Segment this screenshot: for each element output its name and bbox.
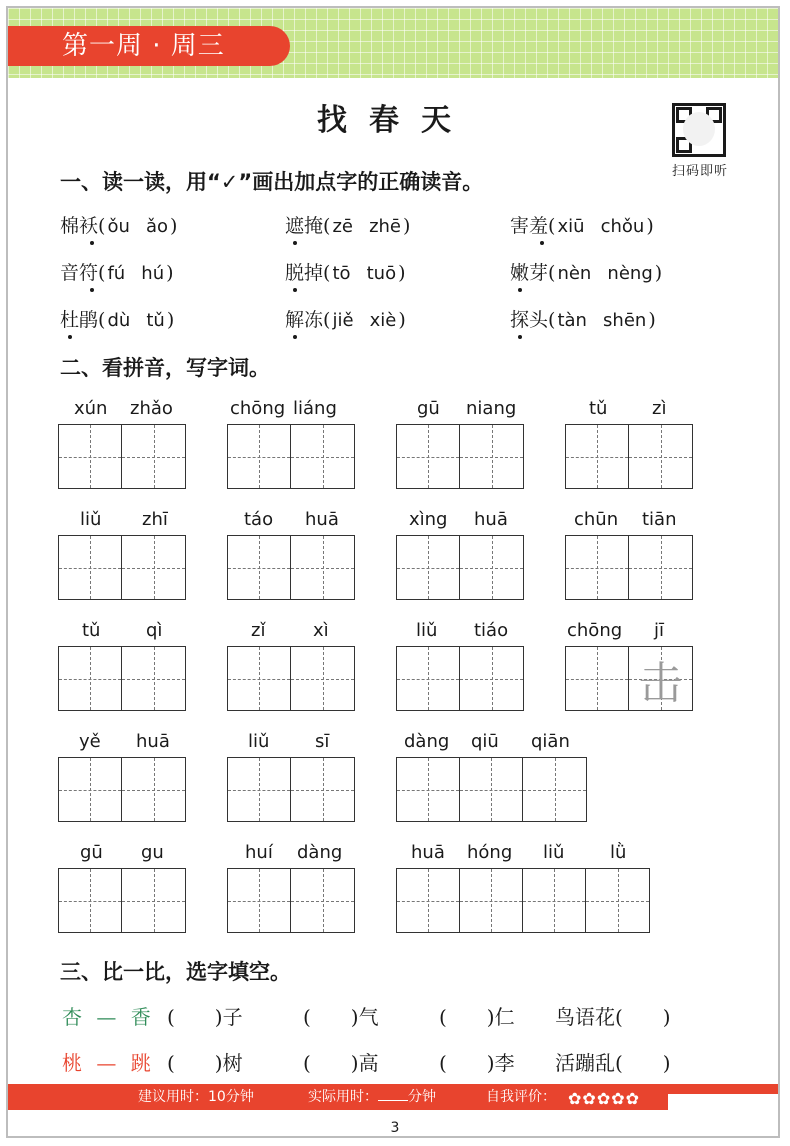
writing-grid[interactable] [58, 868, 186, 933]
writing-cell[interactable] [586, 869, 649, 932]
writing-cell[interactable] [59, 425, 122, 488]
writing-cell[interactable] [291, 536, 354, 599]
pinyin-label: huí [245, 842, 273, 863]
writing-cell[interactable] [397, 536, 460, 599]
pinyin-label: táo [244, 509, 274, 530]
writing-cell[interactable] [59, 647, 122, 710]
section3-heading: 三、比一比，选字填空。 [60, 960, 291, 984]
pinyin-label: dàng [404, 731, 450, 752]
writing-grid[interactable] [396, 535, 524, 600]
pinyin-label: gu [141, 842, 164, 863]
fill-blank[interactable]: ( )子 [167, 1005, 243, 1029]
pron-option[interactable]: tǔ [146, 310, 165, 331]
writing-grid[interactable] [565, 424, 693, 489]
compare-row [62, 1047, 671, 1076]
fill-blank[interactable]: ( )气 [303, 1005, 379, 1029]
pinyin-label: tǔ [82, 620, 101, 641]
pinyin-label: tiān [642, 509, 677, 530]
writing-cell[interactable] [228, 647, 291, 710]
pron-option[interactable]: nèng [607, 263, 653, 284]
pron-option[interactable]: xiū [557, 216, 585, 237]
pinyin-label: chūn [574, 509, 619, 530]
writing-grid[interactable] [227, 868, 355, 933]
writing-cell[interactable] [629, 647, 692, 710]
writing-cell[interactable] [228, 758, 291, 821]
writing-grid[interactable] [565, 535, 693, 600]
pinyin-label: huā [136, 731, 170, 752]
writing-cell[interactable] [122, 536, 185, 599]
writing-cell[interactable] [122, 647, 185, 710]
actual-time-input[interactable] [378, 1086, 408, 1101]
pinyin-label: tiáo [474, 620, 509, 641]
compare-pair: 杏 — 香 [62, 1005, 155, 1029]
pron-item-5: 脱掉 ( tō tuō ) [285, 258, 406, 285]
writing-cell[interactable] [566, 425, 629, 488]
pinyin-label: yě [79, 731, 101, 752]
pinyin-label: liǔ [543, 842, 565, 863]
pinyin-label: zì [652, 398, 667, 419]
pinyin-label: zhī [142, 509, 168, 530]
star-icon[interactable]: ✿ [596, 1089, 611, 1108]
writing-grid[interactable] [58, 757, 186, 822]
fill-blank[interactable]: ( )高 [303, 1051, 379, 1075]
pron-option[interactable]: shēn [603, 310, 647, 331]
pron-item-2: 遮掩 ( zē zhē ) [285, 211, 410, 238]
writing-grid[interactable] [227, 646, 355, 711]
self-eval-stars[interactable] [568, 1086, 640, 1113]
writing-grid[interactable] [227, 424, 355, 489]
pron-option[interactable]: chǒu [600, 216, 645, 237]
compare-row [62, 1001, 671, 1030]
qr-code-icon[interactable] [672, 103, 726, 157]
pinyin-label: qì [146, 620, 163, 641]
writing-cell[interactable] [291, 758, 354, 821]
pron-item-1: 棉袄 ( ǒu ǎo ) [60, 211, 177, 238]
fill-blank[interactable]: ( )李 [439, 1051, 515, 1075]
writing-cell[interactable] [629, 425, 692, 488]
writing-cell[interactable] [397, 869, 460, 932]
writing-cell[interactable] [228, 869, 291, 932]
compare-pair: 桃 — 跳 [62, 1051, 155, 1075]
pron-option[interactable]: ǎo [145, 216, 168, 237]
star-icon[interactable]: ✿ [568, 1089, 582, 1108]
fill-blank[interactable]: ( )树 [167, 1051, 243, 1075]
writing-cell[interactable] [460, 536, 523, 599]
pinyin-label: niang [466, 398, 517, 419]
section1-heading: 一、读一读，用“✓”画出加点字的正确读音。 [60, 170, 484, 194]
writing-cell[interactable] [122, 758, 185, 821]
pron-option[interactable]: tuō [366, 263, 397, 284]
pinyin-label: liǔ [80, 509, 102, 530]
section2-heading: 二、看拼音，写字词。 [60, 356, 270, 380]
pron-option[interactable]: ǒu [107, 216, 130, 237]
writing-grid[interactable] [58, 646, 186, 711]
pron-option[interactable]: zhē [369, 216, 401, 237]
writing-cell[interactable] [460, 869, 523, 932]
pinyin-label: liáng [293, 398, 337, 419]
pron-option[interactable]: jiě [332, 310, 354, 331]
pron-item-6: 嫩芽 ( nèn nèng ) [510, 258, 662, 285]
pinyin-label: qiū [471, 731, 499, 752]
pinyin-label: huā [474, 509, 508, 530]
pron-option[interactable]: nèn [557, 263, 592, 284]
footer-blank [668, 1094, 778, 1110]
week-label: 第一周 · 周三 [8, 26, 290, 66]
pron-option[interactable]: dù [107, 310, 131, 331]
pinyin-label: huā [305, 509, 339, 530]
pron-option[interactable]: tō [332, 263, 351, 284]
writing-cell[interactable] [566, 536, 629, 599]
pinyin-label: tǔ [589, 398, 608, 419]
writing-cell[interactable] [291, 869, 354, 932]
writing-cell[interactable] [523, 758, 586, 821]
writing-cell[interactable] [397, 647, 460, 710]
pron-item-4: 音符 ( fú hú ) [60, 258, 174, 285]
writing-cell[interactable] [460, 758, 523, 821]
writing-cell[interactable] [291, 425, 354, 488]
pinyin-label: chōng [230, 398, 286, 419]
pron-option[interactable]: zē [332, 216, 353, 237]
pron-option[interactable]: xiè [369, 310, 397, 331]
pron-option[interactable]: fú [107, 263, 126, 284]
writing-cell[interactable] [460, 647, 523, 710]
pinyin-label: huā [411, 842, 445, 863]
star-icon[interactable]: ✿ [582, 1089, 596, 1108]
actual-time: 实际用时： 分钟 [308, 1084, 436, 1110]
pron-option[interactable]: tàn [557, 310, 587, 331]
writing-grid[interactable] [565, 646, 693, 711]
writing-grid[interactable] [396, 868, 650, 933]
pinyin-label: chōng [567, 620, 623, 641]
writing-grid[interactable] [227, 535, 355, 600]
pinyin-label: qiān [531, 731, 570, 752]
writing-cell[interactable] [629, 536, 692, 599]
page-number: 3 [390, 1120, 400, 1136]
pinyin-label: liǔ [248, 731, 270, 752]
pinyin-label: gū [80, 842, 103, 863]
pinyin-label: xún [74, 398, 108, 419]
self-eval-label: 自我评价： [486, 1089, 556, 1105]
footer-bar [8, 1084, 778, 1110]
writing-cell[interactable] [397, 758, 460, 821]
writing-cell[interactable] [566, 647, 629, 710]
fill-phrase[interactable]: 活蹦乱( ) [555, 1051, 671, 1075]
pinyin-label: dàng [297, 842, 343, 863]
pinyin-label: xì [313, 620, 329, 641]
writing-cell[interactable] [59, 758, 122, 821]
pron-item-3: 害羞 ( xiū chǒu ) [510, 211, 654, 238]
writing-cell[interactable] [228, 536, 291, 599]
writing-cell[interactable] [523, 869, 586, 932]
writing-grid[interactable] [396, 646, 524, 711]
writing-cell[interactable] [122, 869, 185, 932]
writing-cell[interactable] [228, 425, 291, 488]
lesson-title: 找春天 [317, 103, 473, 138]
hint-character: 击 [638, 657, 683, 709]
writing-cell[interactable] [291, 647, 354, 710]
pinyin-label: sī [315, 731, 330, 752]
pron-item-9: 探头 ( tàn shēn ) [510, 305, 656, 332]
qr-caption: 扫码即听 [671, 164, 728, 179]
writing-cell[interactable] [460, 425, 523, 488]
fill-phrase[interactable]: 鸟语花( ) [555, 1005, 671, 1029]
pinyin-label: liǔ [416, 620, 438, 641]
writing-grid[interactable] [58, 424, 186, 489]
pron-item-7: 杜鹃 ( dù tǔ ) [60, 305, 174, 332]
pinyin-label: hóng [467, 842, 513, 863]
writing-grid[interactable] [227, 757, 355, 822]
star-icon[interactable]: ✿ [611, 1089, 625, 1108]
pinyin-label: xìng [409, 509, 448, 530]
pinyin-label: zǐ [251, 620, 266, 641]
writing-grid[interactable] [58, 535, 186, 600]
pron-item-8: 解冻 ( jiě xiè ) [285, 305, 406, 332]
fill-blank[interactable]: ( )仁 [439, 1005, 515, 1029]
writing-cell[interactable] [397, 425, 460, 488]
writing-grid[interactable] [396, 757, 587, 822]
writing-grid[interactable] [396, 424, 524, 489]
pinyin-label: gū [417, 398, 440, 419]
star-icon[interactable]: ✿ [625, 1089, 640, 1108]
writing-cell[interactable] [59, 536, 122, 599]
pinyin-label: jī [654, 620, 665, 641]
pinyin-label: zhǎo [130, 398, 173, 419]
suggested-time: 建议用时：10分钟 [138, 1089, 254, 1105]
pron-option[interactable]: hú [141, 263, 165, 284]
writing-cell[interactable] [122, 425, 185, 488]
writing-cell[interactable] [59, 869, 122, 932]
pinyin-label: lǜ [610, 842, 627, 863]
